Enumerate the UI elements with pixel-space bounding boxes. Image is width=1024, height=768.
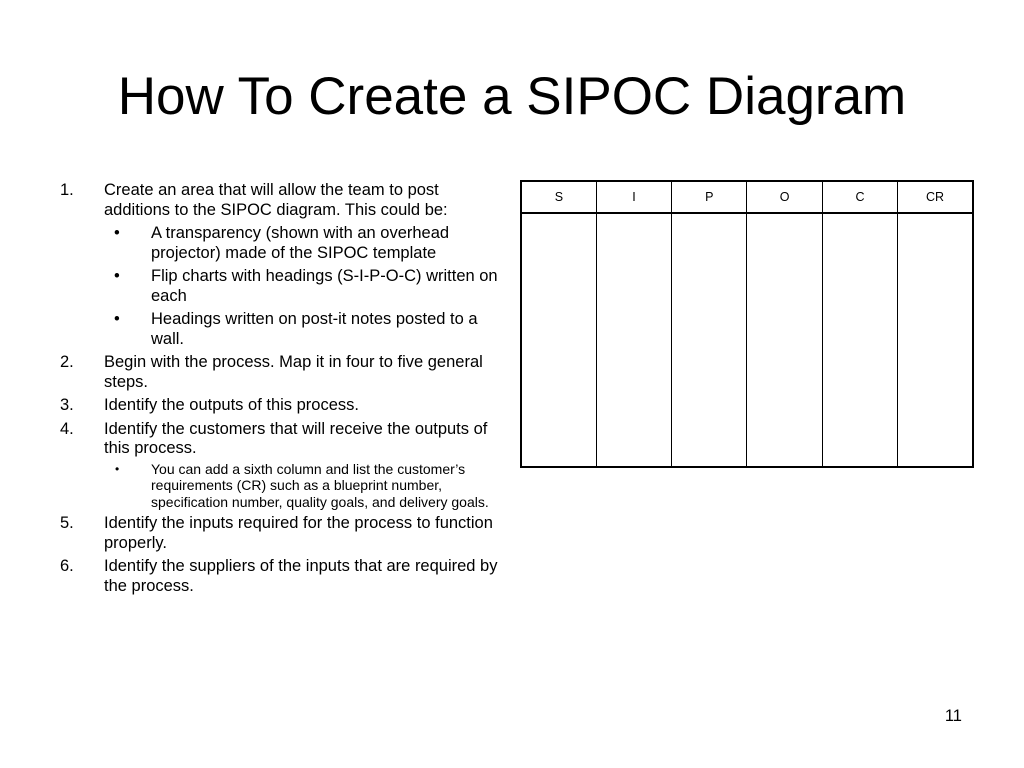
step-text: Begin with the process. Map it in four to five general steps. bbox=[104, 353, 483, 391]
sipoc-header-cell: S bbox=[521, 181, 596, 213]
step-number: 3. bbox=[60, 396, 74, 414]
sipoc-body-cell bbox=[672, 213, 747, 467]
step-number: 1. bbox=[60, 181, 74, 199]
sub-item bbox=[104, 224, 500, 263]
bullet-icon: • bbox=[115, 461, 120, 476]
sub-item bbox=[104, 267, 500, 306]
step-number: 2. bbox=[60, 353, 74, 371]
step-text: Identify the outputs of this process. bbox=[104, 396, 359, 414]
step-number: 6. bbox=[60, 557, 74, 575]
step-item-4 bbox=[60, 420, 500, 511]
step-text: Create an area that will allow the team to post additions to the SIPOC diagram. This could be: bbox=[104, 181, 448, 219]
step-item-5 bbox=[60, 514, 500, 553]
slide-title: How To Create a SIPOC Diagram bbox=[117, 67, 907, 126]
step-number: 5. bbox=[60, 514, 74, 532]
step-number: 4. bbox=[60, 419, 74, 438]
step-text: Identify the inputs required for the process to function properly. bbox=[104, 514, 493, 552]
bullet-icon: • bbox=[114, 310, 120, 328]
bullet-icon: • bbox=[114, 224, 120, 242]
sipoc-body-cell bbox=[747, 213, 822, 467]
sipoc-header-cell: C bbox=[822, 181, 897, 213]
sipoc-header-cell: CR bbox=[898, 181, 973, 213]
step-item-6 bbox=[60, 557, 500, 596]
sub-item-text: Headings written on post-it notes posted to a wall. bbox=[151, 310, 478, 348]
sipoc-header-cell: I bbox=[596, 181, 671, 213]
sipoc-body-cell bbox=[898, 213, 973, 467]
step-text: Identify the suppliers of the inputs that are required by the process. bbox=[104, 557, 498, 595]
sub-item bbox=[104, 310, 500, 349]
sipoc-header-row bbox=[521, 181, 973, 213]
sub-item-text: A transparency (shown with an overhead projector) made of the SIPOC template bbox=[151, 224, 450, 262]
sipoc-table bbox=[520, 180, 974, 468]
sipoc-header-cell: O bbox=[747, 181, 822, 213]
sub-item-text: You can add a sixth column and list the customer’s requirements (CR) such as a blueprint number, specification number, quality goals, and delivery goals. bbox=[151, 460, 489, 510]
sipoc-body-cell bbox=[822, 213, 897, 467]
sub-item-text: Flip charts with headings (S-I-P-O-C) written on each bbox=[151, 267, 498, 305]
step-item-3 bbox=[60, 396, 500, 416]
sipoc-body-cell bbox=[596, 213, 671, 467]
sipoc-body-row bbox=[521, 213, 973, 467]
step-item-2 bbox=[60, 353, 500, 392]
sipoc-header-cell: P bbox=[672, 181, 747, 213]
page-number: 11 bbox=[944, 707, 962, 725]
sipoc-body-cell bbox=[521, 213, 596, 467]
bullet-icon: • bbox=[114, 267, 120, 285]
sub-item bbox=[104, 461, 500, 511]
step-text: Identify the customers that will receive the outputs of this process. bbox=[104, 419, 488, 457]
step-item-1 bbox=[60, 181, 500, 349]
steps-list bbox=[60, 181, 500, 600]
